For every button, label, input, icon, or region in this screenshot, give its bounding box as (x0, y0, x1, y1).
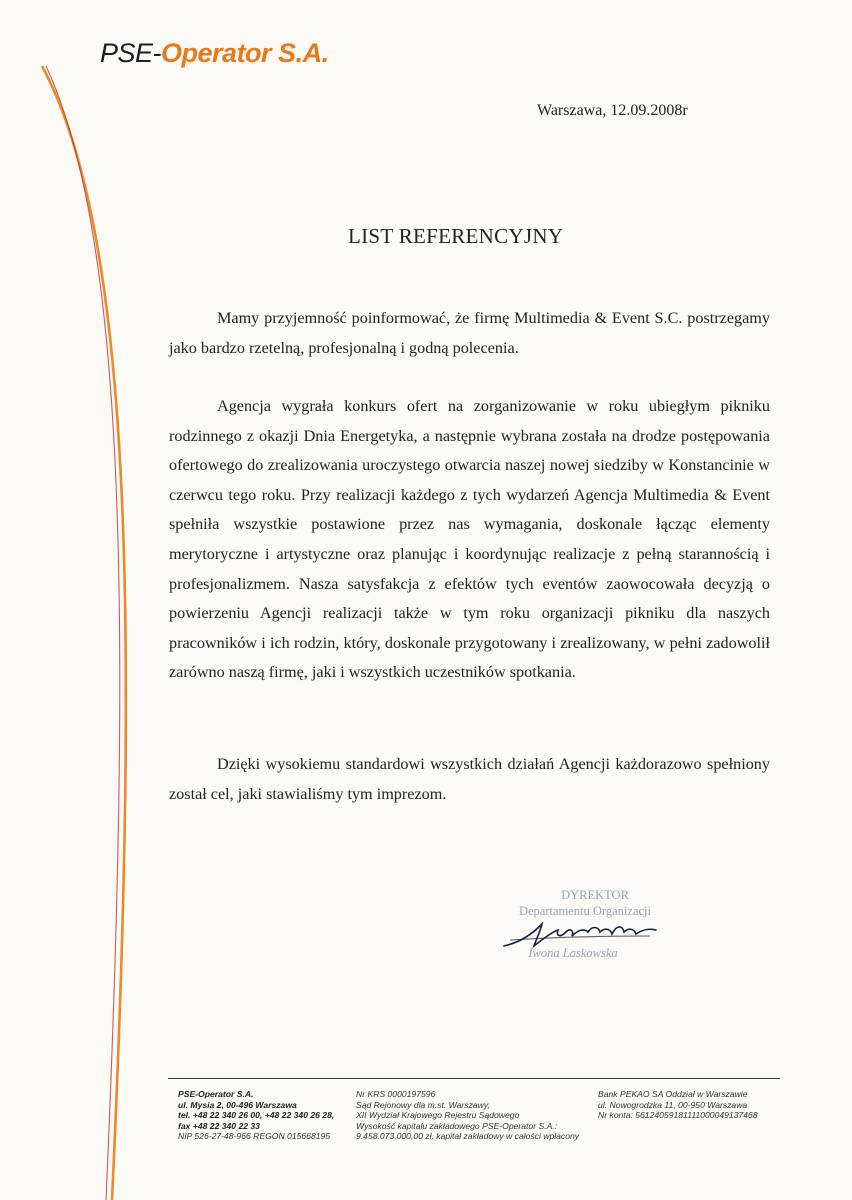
letter-title: LIST REFERENCYJNY (348, 224, 564, 248)
place-and-date: Warszawa, 12.09.2008r (537, 102, 688, 119)
logo-text-operator: Operator S.A. (161, 38, 329, 68)
stamp-name: Iwona Laskowska (528, 946, 618, 960)
footer-divider (168, 1078, 780, 1079)
logo-text-pse: PSE- (100, 38, 162, 68)
paragraph-1: Mamy przyjemność poinformować, że firmę Multimedia & Event S.C. postrzegamy jako bardzo rzetelną, profesjonalną i godną polecenia. (169, 309, 770, 357)
footer-bank-info (598, 1089, 758, 1121)
footer-krs: Nr KRS 0000197596 (356, 1089, 436, 1099)
footer-bank-address: ul. Nowogrodzka 11, 00-950 Warszawa (598, 1099, 748, 1110)
stamp-department: Departamentu Organizacji (518, 904, 651, 918)
footer-capital-label: Wysokość kapitału zakładowego PSE-Operator S.A.: (356, 1120, 558, 1131)
footer-court-2: XII Wydział Krajowego Rejestru Sądowego (356, 1110, 520, 1121)
footer-court-1: Sąd Rejonowy dla m.st. Warszawy, (356, 1099, 490, 1110)
company-logo (100, 38, 329, 69)
signature-block (500, 886, 670, 966)
footer-capital-value: 9.458.073.000,00 zł, kapitał zakładowy w całości wpłacony (356, 1131, 580, 1142)
paragraph-2: Agencja wygrała konkurs ofert na zorganizowanie w roku ubiegłym pikniku rodzinnego z okazji Dnia Energetyka, a następnie wybrana została na drodze postępowania ofertowego do zrealizowania uroczystego otwarcia naszej nowej siedziby w Konstancinie w czerwcu tego roku. Przy realizacji każdego z tych wydarzeń Agencja Multimedia & Event spełniła wszystkie postawione przez nas wymagania, doskonale łącząc elementy merytoryczne i artystyczne oraz planując i koordynując realizacje z pełną starannością i profesjonalizmem. Nasza satysfakcja z efektów tych eventów zaowocowała decyzją o powierzeniu Agencji realizacji także w tym roku organizacji pikniku dla naszych pracowników i ich rodzin, który, doskonale przygotowany i zrealizowany, w pełni zadowolił zarówno naszą firmę, jaki i wszystkich uczestników spotkania. (169, 397, 770, 682)
footer-company-ids: NIP 526-27-48-966 REGON 015668195 (178, 1131, 331, 1142)
paragraph-3: Dzięki wysokiemu standardowi wszystkich działań Agencji każdorazowo spełniony został cel, jaki stawialiśmy tym imprezom. (169, 755, 770, 803)
footer-bank-name: Bank PEKAO SA Oddział w Warszawie (598, 1089, 748, 1099)
footer-company-fax: fax +48 22 340 22 33 (178, 1120, 260, 1131)
footer-registry-info (356, 1089, 579, 1142)
footer-company-name: PSE-Operator S.A. (178, 1089, 254, 1099)
footer-company-address: ul. Mysia 2, 00-496 Warszawa (178, 1099, 297, 1110)
stamp-title: DYREKTOR (561, 888, 629, 902)
footer-company-info (178, 1089, 334, 1142)
footer-bank-account: Nr konta: 56124059181111000049137468 (598, 1110, 758, 1121)
footer-company-tel: tel. +48 22 340 26 00, +48 22 340 26 28, (178, 1110, 335, 1121)
